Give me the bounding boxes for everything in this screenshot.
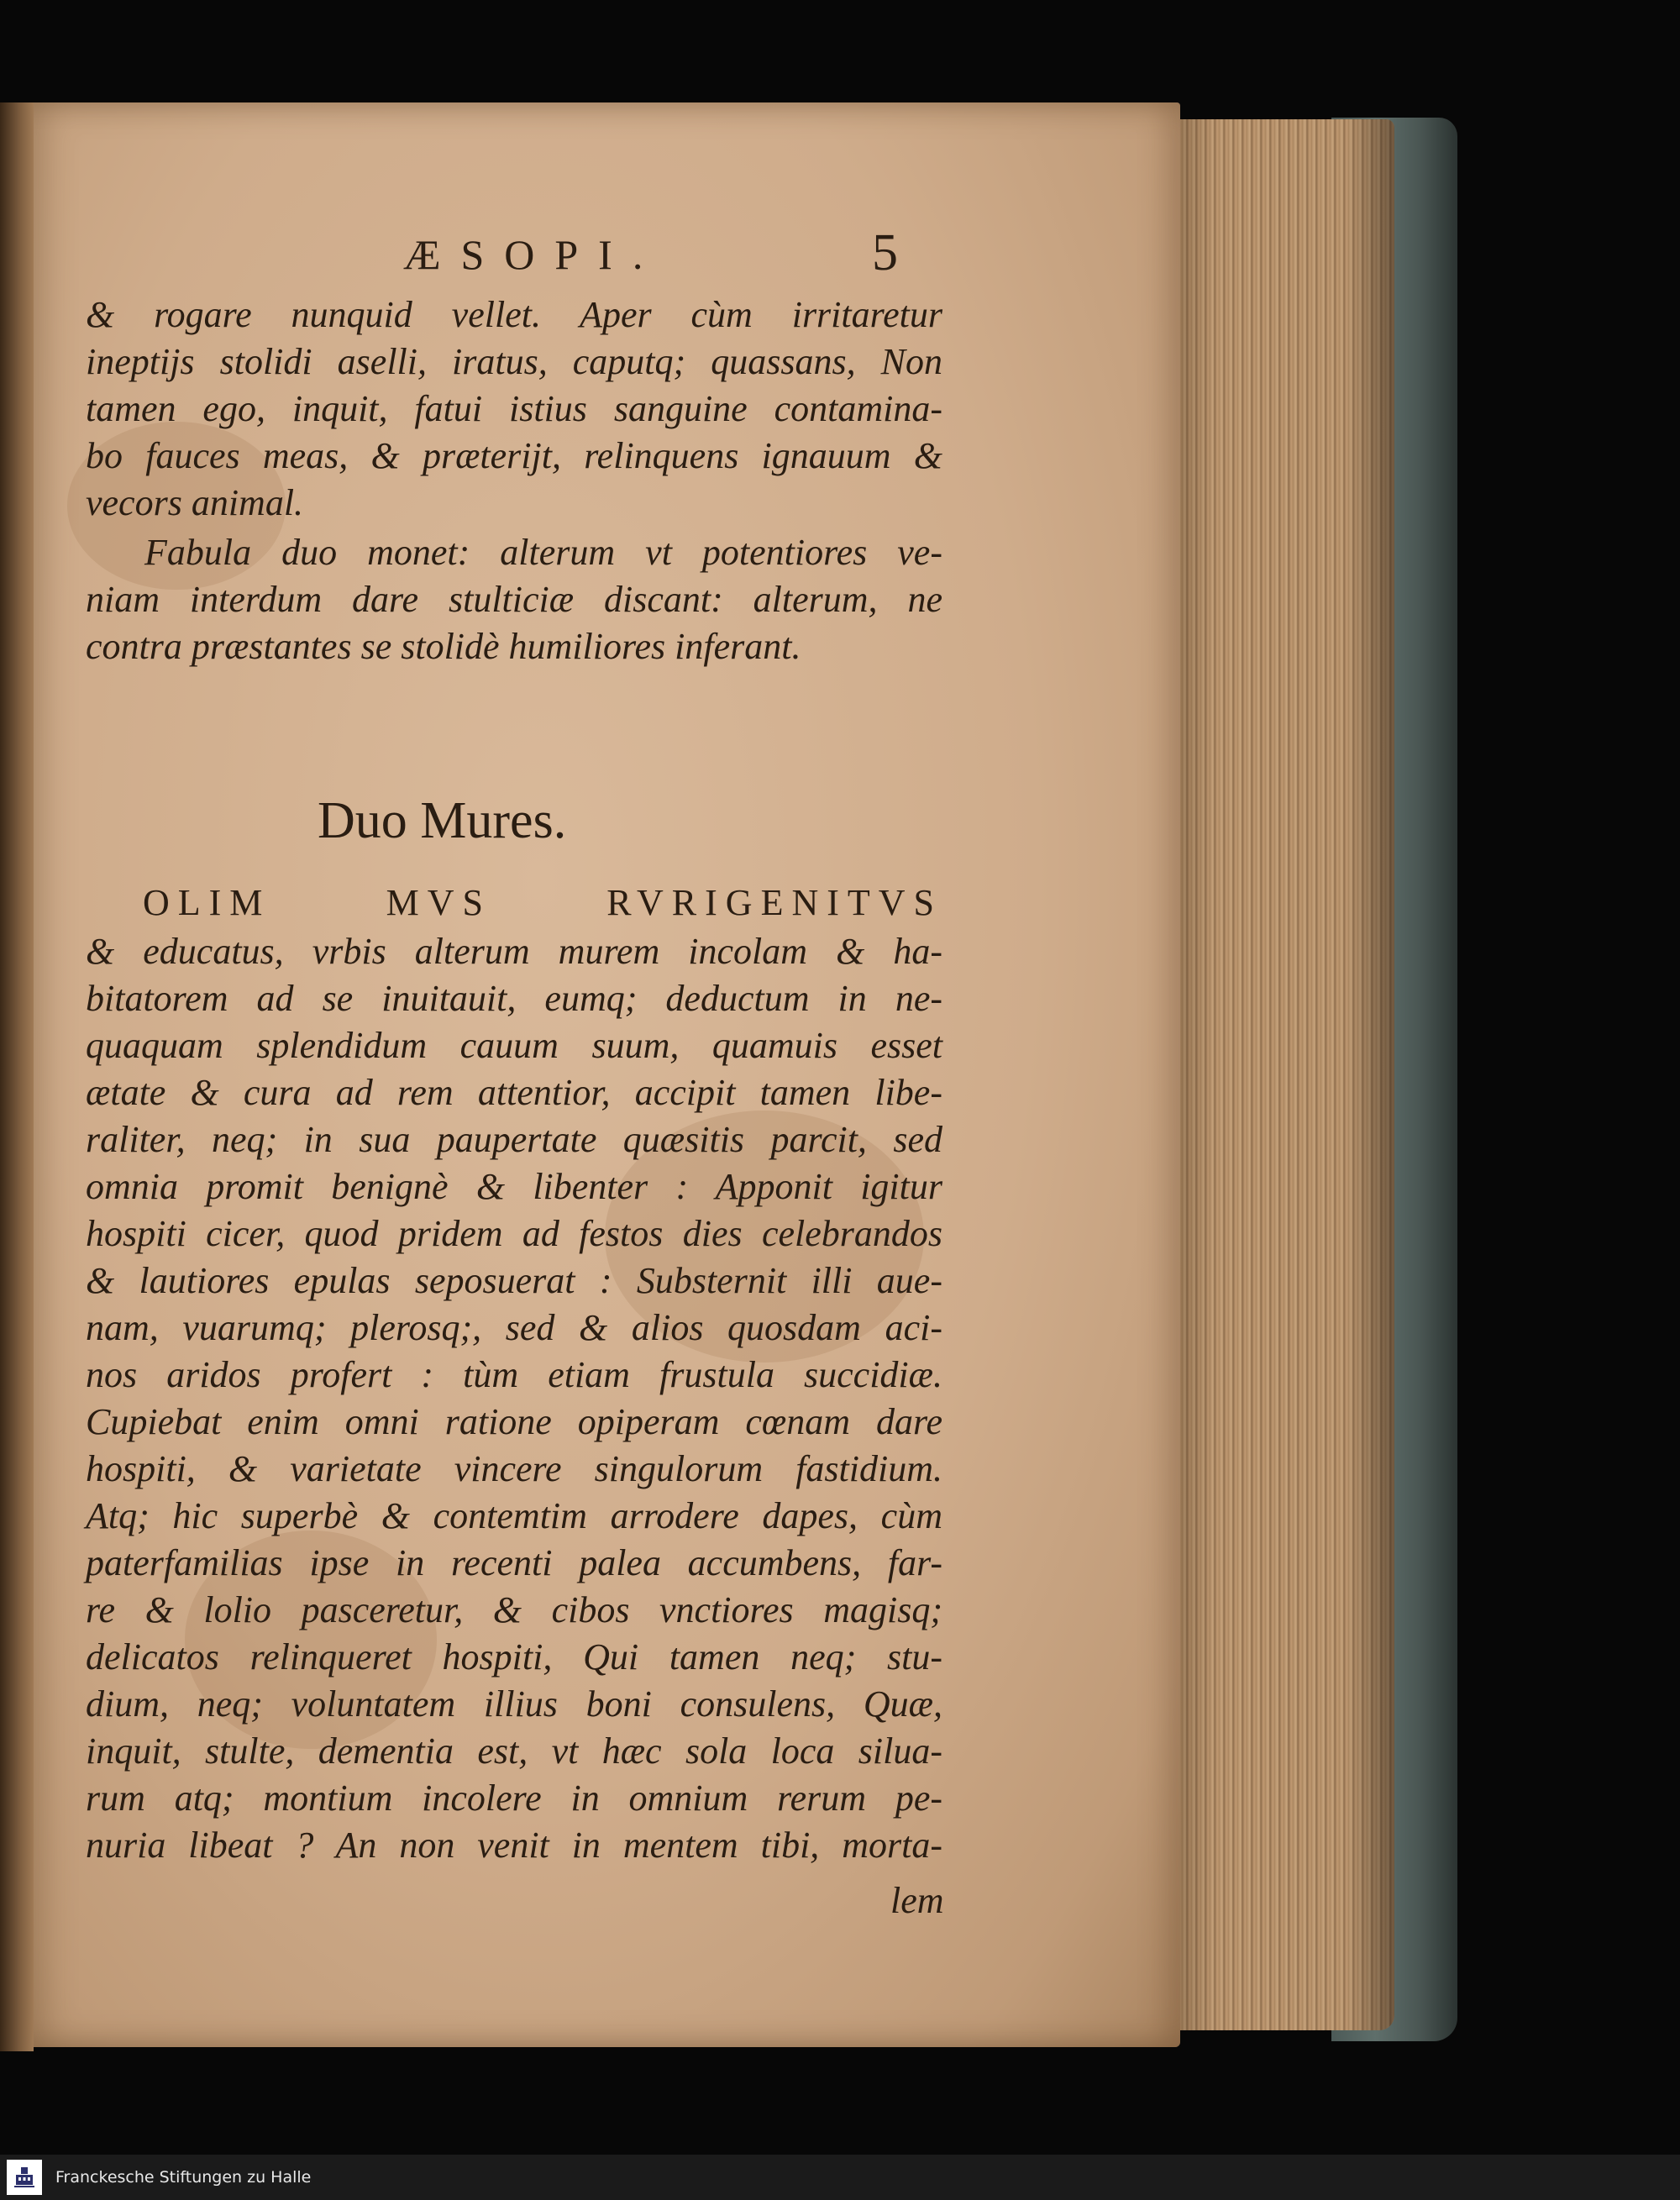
text-line: Atq; hic superbè & contemtim arrodere dapes, cùm — [86, 1495, 942, 1536]
text-line: omnia promit benignè & libenter : Apponit igitur — [86, 1166, 942, 1207]
text-line: delicatos relinqueret hospiti, Qui tamen neq; stu- — [86, 1636, 942, 1678]
page-edges — [1155, 119, 1394, 2030]
text-line: paterfamilias ipse in recenti palea accumbens, far- — [86, 1542, 942, 1583]
text-line: dium, neq; voluntatem illius boni consulens, Quæ, — [86, 1683, 942, 1725]
text-line: nos aridos profert : tùm etiam frustula succidiæ. — [86, 1354, 942, 1395]
moral-line: Fabula duo monet: alterum vt potentiores ve- — [144, 532, 942, 573]
text-line: rum atq; montium incolere in omnium rerum pe- — [86, 1777, 942, 1819]
text-line: quaquam splendidum cauum suum, quamuis esset — [86, 1025, 942, 1066]
running-head: ÆSOPI. — [403, 231, 664, 278]
text-line: nuria libeat ? An non venit in mentem tibi, morta- — [86, 1825, 942, 1866]
text-line: bitatorem ad se inuitauit, eumq; deductum in ne- — [86, 978, 942, 1019]
moral-line: niam interdum dare stulticiæ discant: alterum, ne — [86, 579, 942, 620]
page-text — [17, 102, 1180, 2047]
text-line: nam, vuarumq; plerosq;, sed & alios quosdam aci- — [86, 1307, 942, 1348]
book — [0, 102, 1453, 2060]
text-line: Cupiebat enim omni ratione opiperam cœnam dare — [86, 1401, 942, 1442]
text-line: hospiti cicer, quod pridem ad festos dies celebrandos — [86, 1213, 942, 1254]
text-line: ætate & cura ad rem attentior, accipit tamen libe- — [86, 1072, 942, 1113]
text-line: & lautiores epulas seposuerat : Substernit illi aue- — [86, 1260, 942, 1301]
logo-graphic — [12, 2165, 37, 2190]
fable-heading: Duo Mures. — [318, 792, 567, 849]
text-line: & rogare nunquid vellet. Aper cùm irritaretur — [86, 294, 942, 335]
moral-line: contra præstantes se stolidè humiliores inferant. — [86, 626, 801, 667]
institution-label: Franckesche Stiftungen zu Halle — [55, 2168, 312, 2187]
text-line: bo fauces meas, & præterijt, relinquens ignauum & — [86, 435, 942, 476]
text-line: ineptijs stolidi aselli, iratus, caputq; quassans, Non — [86, 341, 942, 382]
book-page — [17, 102, 1180, 2047]
incipit-line: OLIM MVS RVRIGENITVS — [143, 882, 942, 923]
catchword: lem — [890, 1880, 944, 1921]
text-line: raliter, neq; in sua paupertate quæsitis parcit, sed — [86, 1119, 942, 1160]
franckesche-stiftungen-logo-icon[interactable] — [7, 2160, 42, 2195]
text-line: tamen ego, inquit, fatui istius sanguine contamina- — [86, 388, 942, 429]
text-line: hospiti, & varietate vincere singulorum fastidium. — [86, 1448, 942, 1489]
footer-bar — [0, 2155, 1680, 2200]
text-line: inquit, stulte, dementia est, vt hæc sola loca silua- — [86, 1730, 942, 1772]
left-page-edge — [0, 102, 34, 2051]
page-number: 5 — [872, 224, 898, 281]
text-line: re & lolio pasceretur, & cibos vnctiores magisq; — [86, 1589, 942, 1630]
text-line: & educatus, vrbis alterum murem incolam & ha- — [86, 931, 942, 972]
text-line: vecors animal. — [86, 482, 304, 523]
